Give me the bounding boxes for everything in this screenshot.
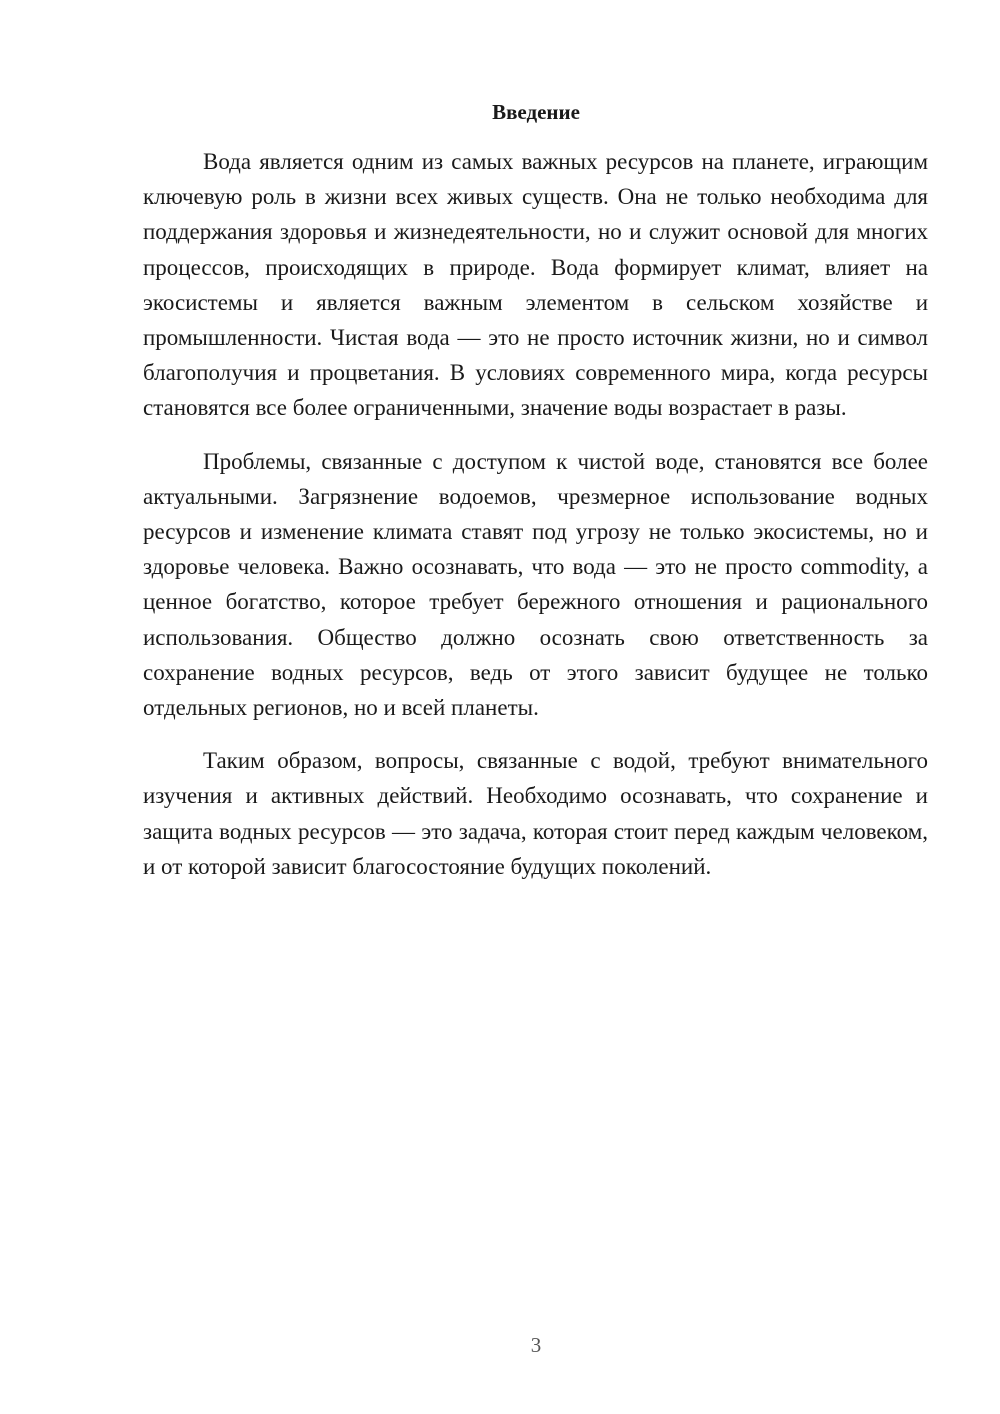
paragraph-1: Вода является одним из самых важных ресурсов на планете, играющим ключевую роль в жизни всех живых существ. Она не только необходима для поддержания здоровья и жизнедеятельности, но и служит основой для многих процессов, происходящих в природе. Вода формирует климат, влияет на экосистемы и является важным элементом в сельском хозяйстве и промышленности. Чистая вода — это не просто источник жизни, но и символ благополучия и процветания. В условиях современного мира, когда ресурсы становятся все более ограниченными, значение воды возрастает в разы. [143, 149, 928, 421]
page-number: 3 [530, 1333, 542, 1357]
section-title: Введение [492, 100, 580, 124]
paragraph-3: Таким образом, вопросы, связанные с водой, требуют внимательного изучения и активных действий. Необходимо осознавать, что сохранение и защита водных ресурсов — это задача, которая стоит перед каждым человеком, и от которой зависит благосостояние будущих поколений. [143, 748, 928, 879]
body-text [143, 144, 928, 902]
paragraph-2: Проблемы, связанные с доступом к чистой воде, становятся все более актуальными. Загрязнение водоемов, чрезмерное использование водных ресурсов и изменение климата ставят под угрозу не только экосистемы, но и здоровье человека. Важно осознавать, что вода — это не просто commodity, а ценное богатство, которое требует бережного отношения и рационального использования. Общество должно осознать свою ответственность за сохранение водных ресурсов, ведь от этого зависит будущее не только отдельных регионов, но и всей планеты. [143, 448, 928, 721]
